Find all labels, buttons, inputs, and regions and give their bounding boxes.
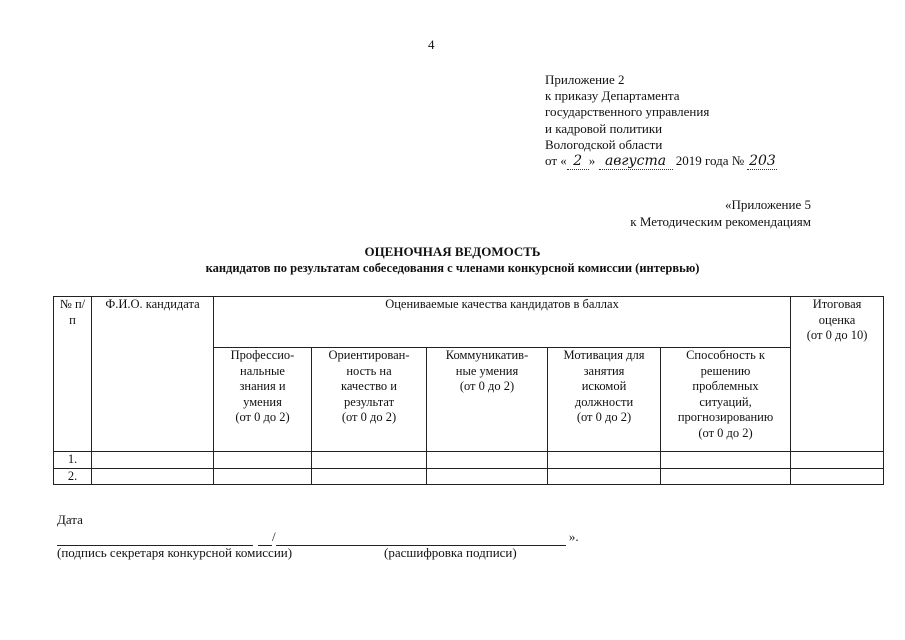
- date-prefix: от «: [545, 153, 567, 169]
- table-cell[interactable]: [92, 452, 214, 469]
- table-cell[interactable]: [214, 452, 312, 469]
- caption-decode: (расшифровка подписи): [384, 545, 517, 560]
- signature-line: [57, 529, 579, 546]
- table-row: [54, 452, 884, 469]
- slash-separator: /: [272, 529, 276, 544]
- appendix-line: Вологодской области: [545, 136, 663, 152]
- reference-block: [630, 197, 811, 230]
- reference-line: к Методическим рекомендациям: [630, 213, 811, 229]
- column-header-qualities: Оцениваемые качества кандидатов в баллах: [214, 297, 791, 348]
- table-cell[interactable]: [548, 452, 661, 469]
- table-cell[interactable]: [312, 468, 427, 485]
- criterion-header: Коммуникатив- ные умения (от 0 до 2): [427, 348, 548, 452]
- table-cell[interactable]: [661, 452, 791, 469]
- table-cell[interactable]: [791, 452, 884, 469]
- evaluation-table: [53, 296, 884, 485]
- table-cell[interactable]: [791, 468, 884, 485]
- signature-captions: [57, 545, 517, 561]
- document-subtitle: кандидатов по результатам собеседования с членами конкурсной комиссии (интервью): [205, 261, 700, 275]
- table-cell[interactable]: [312, 452, 427, 469]
- appendix-line: и кадровой политики: [545, 120, 663, 136]
- table-cell[interactable]: [92, 468, 214, 485]
- criterion-header: Профессио- нальные знания и умения (от 0 до 2): [214, 348, 312, 452]
- column-header-total: Итоговая оценка (от 0 до 10): [791, 297, 884, 452]
- appendix-line: Приложение 2: [545, 72, 625, 87]
- reference-line: «Приложение 5: [724, 197, 811, 212]
- page-number: 4: [428, 37, 435, 52]
- criterion-header: Мотивация для занятия искомой должности (от 0 до 2): [548, 348, 661, 452]
- criterion-header: Способность к решению проблемных ситуаций, прогнозированию (от 0 до 2): [661, 348, 791, 452]
- table-row: [54, 468, 884, 485]
- row-number: 2.: [54, 468, 92, 485]
- table-cell[interactable]: [548, 468, 661, 485]
- handwritten-month: августа: [599, 153, 673, 170]
- year-text: 2019 года №: [675, 153, 745, 169]
- appendix-line: к приказу Департамента: [545, 88, 680, 104]
- handwritten-order-number: 203: [749, 153, 776, 170]
- column-header-number: № п/п: [54, 297, 92, 452]
- column-header-name: Ф.И.О. кандидата: [92, 297, 214, 452]
- order-date-line: [545, 153, 777, 170]
- caption-signature: (подпись секретаря конкурсной комиссии): [57, 545, 293, 560]
- date-mid: »: [588, 153, 596, 169]
- appendix-line: государственного управления: [545, 104, 710, 120]
- appendix-block: [545, 72, 777, 170]
- signature-decode-field[interactable]: [276, 529, 566, 546]
- table-cell[interactable]: [427, 452, 548, 469]
- signature-field[interactable]: [57, 529, 253, 546]
- document-title: ОЦЕНОЧНАЯ ВЕДОМОСТЬ: [364, 244, 541, 259]
- criterion-header: Ориентирован- ность на качество и результат (от 0 до 2): [312, 348, 427, 452]
- closing-quote: ».: [568, 529, 579, 544]
- table-cell[interactable]: [427, 468, 548, 485]
- handwritten-day: 2: [567, 153, 589, 170]
- signature-field-short[interactable]: [258, 529, 272, 546]
- row-number: 1.: [54, 452, 92, 469]
- table-cell[interactable]: [214, 468, 312, 485]
- date-label: Дата: [57, 512, 83, 527]
- table-cell[interactable]: [661, 468, 791, 485]
